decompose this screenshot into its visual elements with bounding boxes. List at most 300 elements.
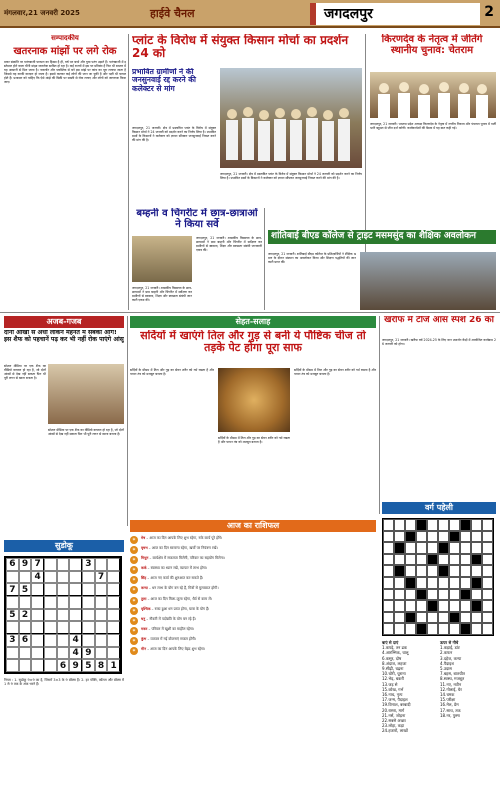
sudoku-cell: 7 xyxy=(95,571,108,584)
crossword-cell xyxy=(460,542,471,554)
sudoku-cell xyxy=(95,596,108,609)
sudoku-cell: 4 xyxy=(31,571,44,584)
crossword-cell xyxy=(438,554,449,566)
crossword-cell xyxy=(427,589,438,601)
rashi-name: तुला xyxy=(141,596,147,601)
rashi-name: मकर xyxy=(141,626,148,631)
crossword-cell xyxy=(471,577,482,589)
kharif-headline-box xyxy=(382,316,496,336)
zodiac-icon: ✶ xyxy=(131,597,137,604)
sudoku-cell xyxy=(82,609,95,622)
sudoku-cell xyxy=(44,621,57,634)
crossword-cell xyxy=(449,612,460,624)
rashi-name: वृश्चिक xyxy=(141,606,151,611)
rashi-row: ✶ तुला – आज का दिन मिला-जुला रहेगा, धैर्य से काम लें। xyxy=(131,596,213,604)
crossword-cell xyxy=(482,554,493,566)
sudoku-cell xyxy=(69,621,82,634)
sudoku-cell xyxy=(69,609,82,622)
crossword-cell xyxy=(460,623,471,635)
rashi-text: आज का दिन आपके लिए शुभ रहेगा, रुके कार्य पूरे होंगे। xyxy=(149,536,223,540)
clue-item: 4.पैदाइश xyxy=(440,660,454,666)
crossword-cell xyxy=(482,519,493,531)
crossword-cell xyxy=(449,519,460,531)
clue-item: 8.स्वस्थ, मजबूत xyxy=(440,676,465,682)
health-body: सर्दियों के मौसम में तिल और गुड़ का सेवन शरीर को गर्म रखता है और पाचन तंत्र को मजबूत बनाता है। xyxy=(130,368,214,377)
crossword-cell xyxy=(460,565,471,577)
issue-date: मंगलवार,21 जनवरी 2025 xyxy=(4,9,80,17)
crossword-cell xyxy=(427,577,438,589)
sudoku-cell xyxy=(107,583,120,596)
crossword-cell xyxy=(416,623,427,635)
college-body: जगदलपुर, 21 जनवरी। शांतिबाई बीएड कॉलेज के प्रशिक्षार्थियों ने शैक्षिक भ्रमण के दौरान संस्थान का अवलोकन किया और शिक्षण पद्धतियों की जानकारी प्राप्त की। xyxy=(268,252,356,265)
sudoku-cell xyxy=(57,621,70,634)
crossword-cell xyxy=(405,612,416,624)
crossword-cell xyxy=(482,542,493,554)
down-clues xyxy=(440,645,494,718)
rashifal-band: आज का राशिफल xyxy=(130,520,376,532)
crossword-cell xyxy=(482,577,493,589)
sudoku-cell xyxy=(31,634,44,647)
crossword-cell xyxy=(383,542,394,554)
sudoku-cell xyxy=(31,647,44,660)
sudoku-cell xyxy=(82,634,95,647)
sudoku-cell xyxy=(82,596,95,609)
crossword-cell xyxy=(405,519,416,531)
crossword-cell xyxy=(383,577,394,589)
sudoku-cell xyxy=(69,571,82,584)
down-title: ऊपर से नीचे xyxy=(440,640,459,645)
rashi-name: मेष xyxy=(141,536,146,540)
crossword-cell xyxy=(427,542,438,554)
lead-body-2: जगदलपुर, 21 जनवरी। क्षेत्र में प्रस्तावित प्लांट के विरोध में संयुक्त किसान मोर्चा ने 24 जनवरी को प्रदर्शन करने का निर्णय लिया है। प्रभावित ग्रामों के किसानों ने कलेक्टर को ज्ञापन सौंपकर जनसुनवाई निरस्त करने की मांग की है। xyxy=(220,172,362,181)
clue-item: 2.कफन xyxy=(440,650,453,656)
rashi-row: ✶ मीन – आज का दिन आपके लिए बेहद शुभ रहेगा। xyxy=(131,647,206,655)
crossword-cell xyxy=(383,519,394,531)
sudoku-cell xyxy=(69,583,82,596)
right-story-headline-box xyxy=(368,34,496,70)
crossword-cell xyxy=(482,612,493,624)
sudoku-cell: 9 xyxy=(19,558,32,571)
sudoku-cell: 4 xyxy=(69,647,82,660)
crossword-cell xyxy=(394,565,405,577)
crossword-cell xyxy=(405,554,416,566)
crossword-cell xyxy=(427,554,438,566)
crossword-cell xyxy=(405,565,416,577)
crossword-cell xyxy=(394,589,405,601)
sudoku-cell: 2 xyxy=(19,609,32,622)
crossword-cell xyxy=(394,577,405,589)
sudoku-cell xyxy=(82,621,95,634)
crossword-cell xyxy=(471,531,482,543)
crossword-cell xyxy=(438,623,449,635)
crossword-cell xyxy=(460,600,471,612)
sudoku-cell: 8 xyxy=(95,659,108,672)
crossword-cell xyxy=(449,531,460,543)
crossword-cell xyxy=(449,589,460,601)
sudoku-cell xyxy=(107,596,120,609)
rashi-text: आज नए कार्य की शुरुआत कर सकते हैं। xyxy=(150,576,204,581)
clue-item: 1.कपड़े, तन ढक xyxy=(382,645,407,651)
lead-headline: प्लांट के विरोध में संयुक्त किसान मोर्चा का प्रदर्शन 24 को xyxy=(132,34,349,61)
rashi-name: सिंह xyxy=(141,576,147,581)
crossword-cell xyxy=(416,612,427,624)
sudoku-cell xyxy=(6,571,19,584)
crossword-cell xyxy=(394,554,405,566)
crossword-cell xyxy=(383,531,394,543)
crossword-cell xyxy=(405,623,416,635)
sudoku-band: सुडोकू xyxy=(4,540,124,552)
crossword-cell xyxy=(405,531,416,543)
national-headline-box xyxy=(4,330,124,362)
lead-subhead: प्रभावित ग्रामीणों ने की जनसुनवाई रद्द करने की कलेक्टर से मांग xyxy=(132,68,196,93)
sudoku-cell xyxy=(19,621,32,634)
sudoku-cell xyxy=(107,571,120,584)
crossword-cell xyxy=(394,531,405,543)
sudoku-cell xyxy=(57,596,70,609)
sudoku-cell: 7 xyxy=(6,583,19,596)
rashi-text: नौकरी में पदोन्नति के योग बन रहे हैं। xyxy=(149,616,196,621)
crossword-cell xyxy=(482,600,493,612)
rashi-name: कुंभ xyxy=(141,636,147,641)
sudoku-cell xyxy=(44,634,57,647)
clue-item: 5.उदास xyxy=(440,666,452,672)
crossword-cell xyxy=(471,519,482,531)
crossword-cell xyxy=(438,565,449,577)
crossword-cell xyxy=(449,623,460,635)
sudoku-grid xyxy=(4,556,122,674)
rashi-name: मिथुन xyxy=(141,556,149,561)
page-number: 2 xyxy=(484,4,494,20)
rashi-row: ✶ कर्क – स्वास्थ्य का ध्यान रखें, व्यापार में लाभ होगा। xyxy=(131,566,208,574)
crossword-cell xyxy=(471,623,482,635)
sudoku-cell: 3 xyxy=(6,634,19,647)
zodiac-icon: ✶ xyxy=(131,617,137,624)
right-story-body: जगदलपुर, 21 जनवरी। भाजपा प्रदेश अध्यक्ष किरणदेव के नेतृत्व में नगरीय निकाय और पंचायत चुनाव में पार्टी भारी बहुमत से जीत दर्ज करेगी। कार्यकर्ताओं की बैठक में यह बात कही गई। xyxy=(370,122,496,131)
sudoku-cell xyxy=(31,596,44,609)
clue-item: 23.लोहा, कड़ा xyxy=(382,723,405,729)
rashi-row: ✶ मिथुन – कार्यक्षेत्र में सफलता मिलेगी, परिवार का सहयोग मिलेगा। xyxy=(131,556,225,564)
zodiac-icon: ✶ xyxy=(131,567,137,574)
lead-headline-box xyxy=(132,34,362,66)
crossword-cell xyxy=(416,542,427,554)
sudoku-cell xyxy=(44,571,57,584)
zodiac-icon: ✶ xyxy=(131,557,137,564)
crossword-cell xyxy=(449,542,460,554)
sudoku-cell: 5 xyxy=(82,659,95,672)
right-story-headline: किरणदेव के नेतृत्व में जीतेंगे स्थानीय चुनाव: चेतराम xyxy=(381,34,483,56)
crossword-clues xyxy=(382,640,494,734)
sudoku-cell xyxy=(57,647,70,660)
crossword-cell xyxy=(394,519,405,531)
middle-story-body: जगदलपुर, 21 जनवरी। शासकीय विद्यालय के छात्र-छात्राओं ने ग्राम बम्हनी और चिंगरीट में सर्वेक्षण कर ग्रामीणों से स्वास्थ्य, शिक्षा और स्वच्छता संबंधी जानकारी एकत्र की। xyxy=(196,236,262,253)
clue-item: 17.जन्म, पैदाइश xyxy=(382,697,408,703)
chef-photo xyxy=(48,364,124,424)
rashi-row: ✶ कन्या – धन लाभ के योग बन रहे हैं, मित्रों से मुलाकात होगी। xyxy=(131,586,219,594)
crossword-cell xyxy=(427,600,438,612)
sudoku-cell xyxy=(31,583,44,596)
crossword-cell xyxy=(427,519,438,531)
crossword-cell xyxy=(405,589,416,601)
sudoku-cell xyxy=(69,558,82,571)
clue-item: 19.विनाश, बरबादी xyxy=(382,702,411,708)
rashi-row: ✶ मकर – परिवार में खुशी का माहौल रहेगा। xyxy=(131,626,195,634)
clue-item: 24.हजारों, लाखों xyxy=(382,728,408,734)
sudoku-cell xyxy=(19,659,32,672)
students-photo xyxy=(132,236,192,282)
zodiac-icon: ✶ xyxy=(131,547,137,554)
til-gud-photo xyxy=(218,368,290,432)
editorial-kicker: सम्पादकीय xyxy=(51,34,79,42)
crossword-cell xyxy=(416,565,427,577)
middle-story-headline-box xyxy=(132,208,262,234)
kharif-headline: खरीफ में टीजे आस स्पर्श 26 को xyxy=(384,316,494,325)
crossword-cell xyxy=(394,600,405,612)
clue-item: 22.सबसे अच्छा xyxy=(382,718,406,724)
sudoku-cell: 7 xyxy=(31,558,44,571)
sudoku-cell xyxy=(31,621,44,634)
crossword-cell xyxy=(394,542,405,554)
crossword-cell xyxy=(460,519,471,531)
sudoku-cell xyxy=(44,596,57,609)
sudoku-cell xyxy=(6,621,19,634)
crossword-cell xyxy=(460,577,471,589)
rashi-row: ✶ मेष – आज का दिन आपके लिए शुभ रहेगा, रुके कार्य पूरे होंगे। xyxy=(131,536,223,543)
clue-item: 15.परीक्षा xyxy=(440,697,456,703)
rashi-text: रुका हुआ धन प्राप्त होगा, यात्रा के योग हैं। xyxy=(154,606,210,611)
rashifal-list xyxy=(130,536,376,657)
sudoku-cell xyxy=(95,558,108,571)
health-headline: सर्दियों में खाएंगे तिल और गुड़ से बनी ये पौष्टिक चीज तो तड़के पेट होगा पूरा साफ xyxy=(140,330,366,355)
crossword-cell xyxy=(383,600,394,612)
sudoku-cell: 5 xyxy=(6,609,19,622)
editorial-body: मकर संक्रांति पर पतंगबाजी परम्परा का हिस्सा है ही, वर्ष भर बच्चे और युवा पतंग उड़ाते हैं। पतंगबाजी में इस्तेमाल होने वाला चीनी मांझा जानलेवा साबित हो रहा है। कई राज्यों में इस पर प्रतिबंध है फिर भी बाजार में यह आसानी से मिल जाता है। नायलॉन और प्लास्टिक से बने इस मांझे पर कांच का चूरा लगाया जाता है जिससे यह काफी धारदार हो जाता है। इससे कटकर कई लोगों की जान जा चुकी है और पक्षी भी घायल होते हैं। प्रशासन को चाहिए कि ऐसे मांझे की बिक्री पर सख्ती से रोक लगाए और लोगों को जागरूक किया जाए। xyxy=(4,60,126,85)
rashi-row: ✶ वृषभ – आज का दिन सामान्य रहेगा, खर्चों पर नियंत्रण रखें। xyxy=(131,546,218,554)
clue-item: 7.बहस, बातचीत xyxy=(440,671,465,677)
sudoku-cell: 9 xyxy=(82,647,95,660)
health-headline-box xyxy=(130,330,376,364)
rashi-text: आज का दिन आपके लिए बेहद शुभ रहेगा। xyxy=(150,647,206,652)
crossword-cell xyxy=(427,612,438,624)
crossword-cell xyxy=(416,554,427,566)
sudoku-cell xyxy=(6,659,19,672)
crossword-cell xyxy=(482,565,493,577)
sudoku-cell xyxy=(44,558,57,571)
clue-item: 12.गोलाई, घेर xyxy=(440,686,462,692)
crossword-cell xyxy=(482,623,493,635)
sudoku-cell xyxy=(6,596,19,609)
clue-item: 3.दहेज, कन्या xyxy=(440,655,462,661)
college-headline: शांतिबाई बीएड कॉलेज से ट्राइट मसमसुंद का शैक्षिक अवलोकन xyxy=(268,230,496,244)
clue-item: 12.भेड़, बकरी xyxy=(382,676,404,682)
clue-item: 18.नर, पुरुष xyxy=(440,712,460,718)
crossword-cell xyxy=(471,612,482,624)
crossword-cell xyxy=(427,531,438,543)
rashi-row: ✶ सिंह – आज नए कार्य की शुरुआत कर सकते हैं। xyxy=(131,576,204,584)
sudoku-cell xyxy=(69,596,82,609)
rashi-name: मीन xyxy=(141,647,147,652)
rashi-row: ✶ धनु – नौकरी में पदोन्नति के योग बन रहे हैं। xyxy=(131,616,196,624)
sudoku-cell xyxy=(44,583,57,596)
rashi-name: कर्क xyxy=(141,566,147,571)
crossword-cell xyxy=(438,612,449,624)
health-body-3: सर्दियों के मौसम में तिल और गुड़ का सेवन शरीर को गर्म रखता है और पाचन तंत्र को मजबूत बनाता है। xyxy=(218,436,290,445)
sudoku-cell xyxy=(19,596,32,609)
sudoku-cell xyxy=(6,647,19,660)
national-body-2: सोशल मीडिया पर एक शैफ का वीडियो वायरल हो रहा है, जो दोनों आंखों से देख नहीं सकता फिर भी पूरी लगन से खाना बनाता है। xyxy=(48,428,124,437)
masthead xyxy=(0,0,500,28)
crossword-cell xyxy=(427,565,438,577)
rashi-text: व्यापार में नई योजनाएं सफल होंगी। xyxy=(150,636,197,641)
sudoku-cell xyxy=(107,647,120,660)
sudoku-cell: 9 xyxy=(69,659,82,672)
zodiac-icon: ✶ xyxy=(131,607,137,614)
editorial xyxy=(4,34,126,310)
sudoku-cell xyxy=(82,571,95,584)
sudoku-cell: 1 xyxy=(107,659,120,672)
sudoku-rules: नियम : 1. सुडोकू 9×9 का है, जिसमें 3×3 के 9 बॉक्स हैं। 2. हर पंक्ति, कॉलम और बॉक्स में 1 से 9 तक के अंक भरने हैं। xyxy=(4,678,124,687)
crossword-cell xyxy=(460,554,471,566)
clue-item: 16.नाच, नृत्य xyxy=(382,692,403,698)
clue-item: 6.कसूर, दोष xyxy=(382,655,402,661)
crossword-cell xyxy=(471,554,482,566)
crossword-cell xyxy=(416,600,427,612)
national-headline: दोनों आंखों से अंधा लेकिन मेहनत में सबको आगे! इस शैफ को पहचानें पढ़ कर भी नहीं रोक पाएंगे आंसू xyxy=(4,330,124,343)
crossword-cell xyxy=(460,612,471,624)
crossword-cell xyxy=(394,612,405,624)
sehat-salah-band: सेहत-सलाह xyxy=(130,316,376,328)
sudoku-cell xyxy=(95,621,108,634)
crossword-cell xyxy=(416,589,427,601)
meeting-photo xyxy=(370,72,496,118)
sudoku-cell xyxy=(57,571,70,584)
crossword-cell xyxy=(482,531,493,543)
sudoku-cell xyxy=(44,647,57,660)
sudoku-cell: 6 xyxy=(19,634,32,647)
zodiac-icon: ✶ xyxy=(131,648,137,655)
sudoku-cell: 3 xyxy=(82,558,95,571)
crossword-cell xyxy=(460,589,471,601)
zodiac-icon: ✶ xyxy=(131,627,137,634)
crossword-cell xyxy=(449,554,460,566)
sudoku-cell xyxy=(95,583,108,596)
crossword-cell xyxy=(383,612,394,624)
clue-item: 10.चोरी, चुराना xyxy=(382,671,406,677)
crossword-band: वर्ग पहेली xyxy=(382,502,496,514)
crossword-cell xyxy=(383,565,394,577)
paper-name: हाईवे चैनल xyxy=(150,7,195,20)
crossword-cell xyxy=(416,577,427,589)
crossword-cell xyxy=(438,589,449,601)
sudoku-cell xyxy=(95,647,108,660)
clue-item: 13.जड़ से xyxy=(382,681,398,687)
crossword-cell xyxy=(471,589,482,601)
zodiac-icon: ✶ xyxy=(131,587,137,594)
sudoku-cell xyxy=(57,558,70,571)
sudoku-cell xyxy=(107,609,120,622)
crossword-cell xyxy=(471,600,482,612)
rashi-name: धनु xyxy=(141,616,146,621)
rashi-row: ✶ कुंभ – व्यापार में नई योजनाएं सफल होंगी। xyxy=(131,636,197,644)
sudoku-cell xyxy=(57,634,70,647)
crossword-cell xyxy=(383,554,394,566)
crossword-cell xyxy=(482,589,493,601)
sudoku-cell xyxy=(19,647,32,660)
across-clues xyxy=(382,645,436,733)
editorial-headline: खतरनाक मांझों पर लगे रोक xyxy=(13,46,117,57)
rashi-text: परिवार में खुशी का माहौल रहेगा। xyxy=(151,626,195,631)
college-photo xyxy=(360,252,496,310)
crossword-cell xyxy=(460,531,471,543)
sudoku-cell xyxy=(44,659,57,672)
crossword-cell xyxy=(405,600,416,612)
crossword-grid xyxy=(382,518,494,636)
clue-item: 8.अंदाज, लहजा xyxy=(382,660,407,666)
crossword-cell xyxy=(449,577,460,589)
ajab-gajab-band: अजब-गजब xyxy=(4,316,124,328)
protest-photo xyxy=(220,68,362,168)
rashi-text: स्वास्थ्य का ध्यान रखें, व्यापार में लाभ होगा। xyxy=(150,566,208,571)
crossword-cell xyxy=(438,531,449,543)
clue-item: 16.मेल, प्रेम xyxy=(440,702,459,708)
sudoku-cell xyxy=(107,558,120,571)
sudoku-cell xyxy=(31,659,44,672)
crossword-cell xyxy=(471,542,482,554)
sudoku-cell xyxy=(57,609,70,622)
rashi-text: धन लाभ के योग बन रहे हैं, मित्रों से मुलाकात होगी। xyxy=(151,586,219,591)
zodiac-icon: ✶ xyxy=(131,637,137,644)
crossword-cell xyxy=(449,600,460,612)
crossword-cell xyxy=(427,623,438,635)
clue-item: 14.चमक xyxy=(440,692,455,698)
across-title: बाएं से दाएं xyxy=(382,640,399,645)
crossword-cell xyxy=(405,542,416,554)
clue-item: 4.आरम्भिक, चालू xyxy=(382,650,409,656)
sudoku-cell xyxy=(107,621,120,634)
clue-item: 1.कड़ाई, डांट xyxy=(440,645,460,651)
clue-item: 11.नए, नवीन xyxy=(440,681,462,687)
kharif-body: जगदलपुर, 21 जनवरी। खरीफ वर्ष 2024-25 के लिए धान उपार्जन केंद्रों में आयोजित कार्यक्रम 26 जनवरी को होगा। xyxy=(382,338,496,347)
crossword-cell xyxy=(416,531,427,543)
sudoku-cell: 6 xyxy=(57,659,70,672)
sudoku-cell: 6 xyxy=(6,558,19,571)
sudoku-cell xyxy=(31,609,44,622)
rashi-text: आज का दिन सामान्य रहेगा, खर्चों पर नियंत्रण रखें। xyxy=(151,546,218,551)
sudoku-cell xyxy=(82,583,95,596)
clue-item: 15.कोख, गर्भ xyxy=(382,686,404,692)
crossword-cell xyxy=(438,519,449,531)
national-body: सोशल मीडिया पर एक शैफ का वीडियो वायरल हो रहा है, जो दोनों आंखों से देख नहीं सकता फिर भी पूरी लगन से खाना बनाता है। xyxy=(4,364,46,381)
clue-item: 20.रास्ता, मार्ग xyxy=(382,707,405,713)
crossword-cell xyxy=(449,565,460,577)
sudoku-cell xyxy=(95,634,108,647)
rashi-text: कार्यक्षेत्र में सफलता मिलेगी, परिवार का सहयोग मिलेगा। xyxy=(152,556,225,561)
crossword-cell xyxy=(383,623,394,635)
sudoku-cell xyxy=(44,609,57,622)
sudoku-cell xyxy=(95,609,108,622)
city-edition: जगदलपुर xyxy=(310,3,480,25)
zodiac-icon: ✶ xyxy=(131,537,137,543)
middle-story-body-2: जगदलपुर, 21 जनवरी। शासकीय विद्यालय के छात्र-छात्राओं ने ग्राम बम्हनी और चिंगरीट में सर्वेक्षण कर ग्रामीणों से स्वास्थ्य, शिक्षा और स्वच्छता संबंधी जानकारी एकत्र की। xyxy=(132,286,192,303)
rashi-name: कन्या xyxy=(141,586,148,591)
lead-subhead-box xyxy=(132,68,216,122)
crossword-cell xyxy=(383,589,394,601)
crossword-cell xyxy=(438,542,449,554)
clue-item: 17.साथ, तक xyxy=(440,707,461,713)
sudoku-cell: 4 xyxy=(69,634,82,647)
crossword-cell xyxy=(416,519,427,531)
crossword-cell xyxy=(438,600,449,612)
sudoku-cell: 5 xyxy=(19,583,32,596)
